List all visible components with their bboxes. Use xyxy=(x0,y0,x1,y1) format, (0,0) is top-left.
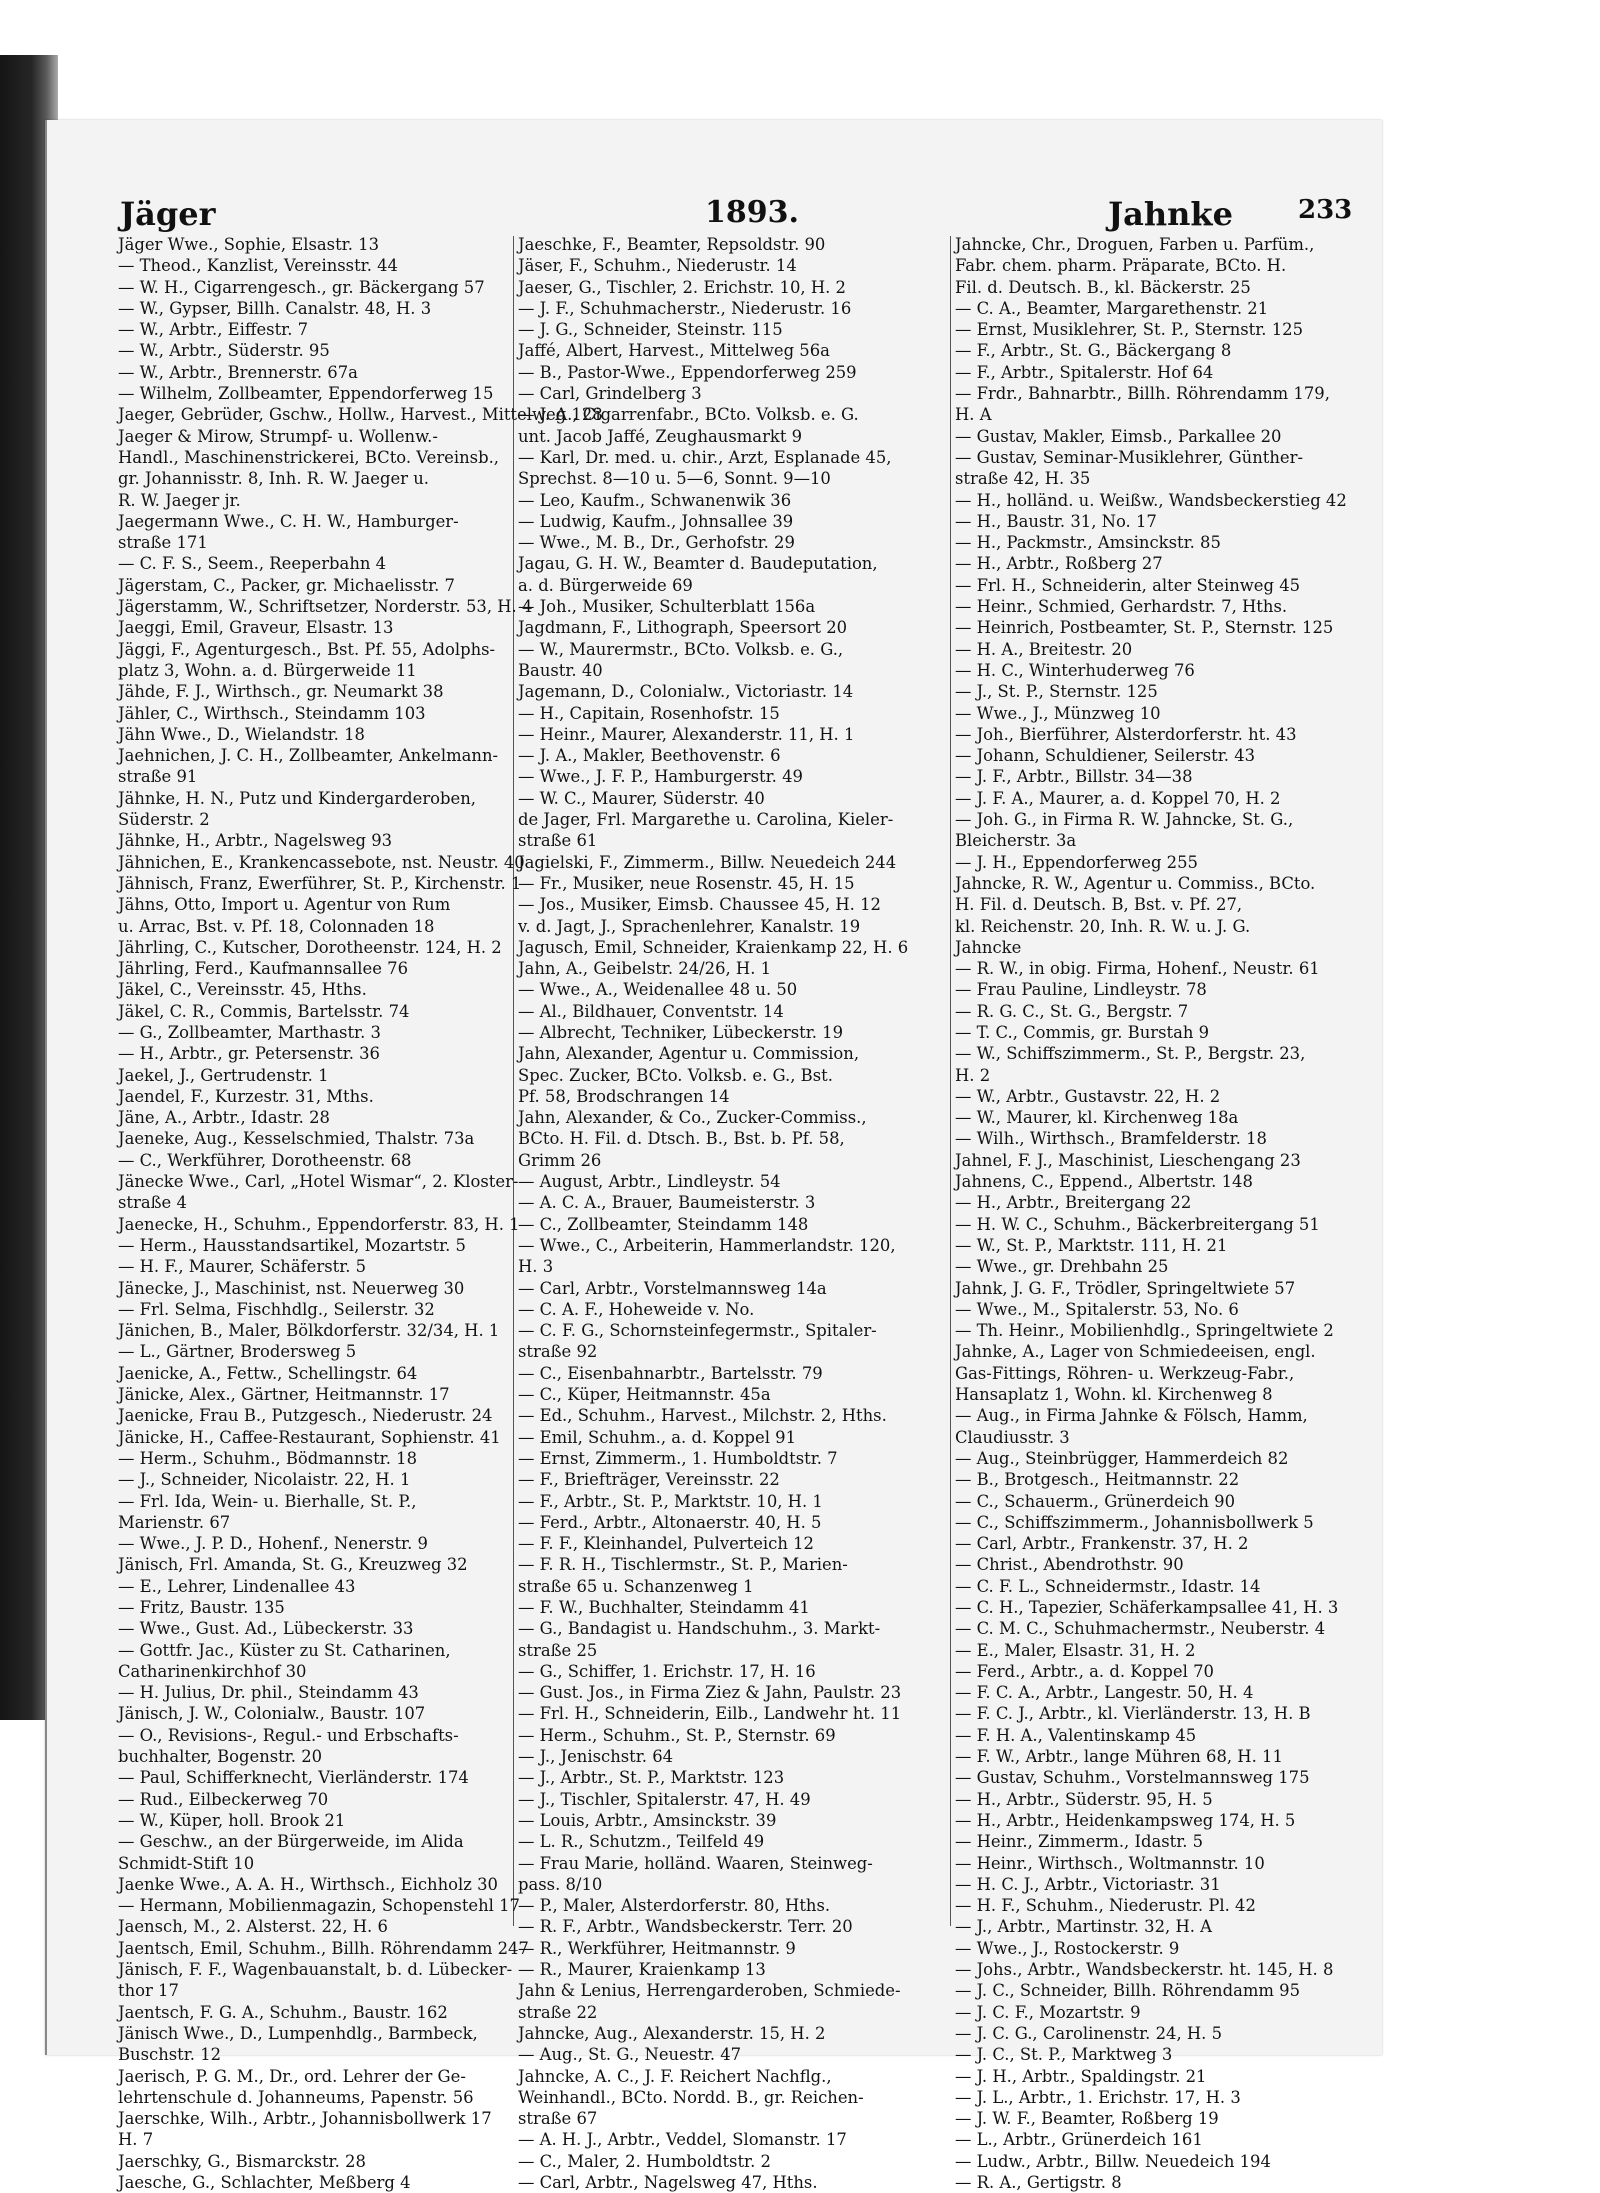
directory-entry-line: — Ernst, Zimmerm., 1. Humboldtstr. 7 xyxy=(518,1448,838,1468)
directory-entry-line: — Frl. Selma, Fischhdlg., Seilerstr. 32 xyxy=(118,1299,435,1319)
directory-entry-line: — H., Arbtr., Süderstr. 95, H. 5 xyxy=(955,1789,1213,1809)
directory-entry-line: — Emil, Schuhm., a. d. Koppel 91 xyxy=(518,1427,797,1447)
directory-entry-line: Jänicke, H., Caffee-Restaurant, Sophienstr. 41 xyxy=(118,1427,501,1447)
directory-entry-line: Jaenecke, H., Schuhm., Eppendorferstr. 83, H. 1 xyxy=(118,1214,520,1234)
directory-entry-line: Pf. 58, Brodschrangen 14 xyxy=(518,1086,730,1106)
directory-entry-line: Jähde, F. J., Wirthsch., gr. Neumarkt 38 xyxy=(118,682,444,702)
column-divider xyxy=(950,236,951,1926)
directory-entry-line: — Ed., Schuhm., Harvest., Milchstr. 2, Hths. xyxy=(518,1406,887,1426)
directory-entry-line: — C. M. C., Schuhmachermstr., Neuberstr. 4 xyxy=(955,1619,1326,1639)
directory-entry-line: Bleicherstr. 3a xyxy=(955,831,1077,851)
directory-entry-line: — H., Arbtr., Heidenkampsweg 174, H. 5 xyxy=(955,1810,1296,1830)
directory-entry-line: — C., Schauerm., Grünerdeich 90 xyxy=(955,1491,1236,1511)
directory-entry-line: — A. C. A., Brauer, Baumeisterstr. 3 xyxy=(518,1193,816,1213)
directory-entry-line: straße 171 xyxy=(118,533,208,553)
directory-entry-line: Marienstr. 67 xyxy=(118,1512,231,1532)
directory-entry-line: Jänichen, B., Maler, Bölkdorferstr. 32/34, H. 1 xyxy=(118,1321,500,1341)
directory-entry-line: — Th. Heinr., Mobilienhdlg., Springeltwiete 2 xyxy=(955,1321,1334,1341)
directory-entry-line: Jahnel, F. J., Maschinist, Lieschengang 23 xyxy=(955,1150,1301,1170)
directory-entry-line: — C., Maler, 2. Humboldtstr. 2 xyxy=(518,2151,771,2171)
directory-entry-line: — Al., Bildhauer, Conventstr. 14 xyxy=(518,1001,784,1021)
directory-entry-line: — Joh., Musiker, Schulterblatt 156a xyxy=(518,597,816,617)
directory-entry-line: — W., Arbtr., Gustavstr. 22, H. 2 xyxy=(955,1086,1221,1106)
directory-entry-line: — F. C. J., Arbtr., kl. Vierländerstr. 13, H. B xyxy=(955,1704,1311,1724)
directory-entry-line: — C., Schiffszimmerm., Johannisbollwerk 5 xyxy=(955,1512,1314,1532)
directory-entry-line: — J., Schneider, Nicolaistr. 22, H. 1 xyxy=(118,1470,411,1490)
directory-entry-line: Jahnke, A., Lager von Schmiedeeisen, engl. xyxy=(955,1342,1316,1362)
directory-entry-line: Jäkel, C., Vereinsstr. 45, Hths. xyxy=(118,980,367,1000)
directory-entry-line: — J., Tischler, Spitalerstr. 47, H. 49 xyxy=(518,1789,811,1809)
directory-entry-line: — G., Schiffer, 1. Erichstr. 17, H. 16 xyxy=(518,1661,816,1681)
directory-entry-line: — P., Maler, Alsterdorferstr. 80, Hths. xyxy=(518,1896,831,1916)
directory-entry-line: — Herm., Schuhm., St. P., Sternstr. 69 xyxy=(518,1725,836,1745)
directory-entry-line: — August, Arbtr., Lindleystr. 54 xyxy=(518,1172,781,1192)
directory-entry-line: Jaenke Wwe., A. A. H., Wirthsch., Eichholz 30 xyxy=(118,1874,498,1894)
directory-entry-line: — Wilhelm, Zollbeamter, Eppendorferweg 15 xyxy=(118,384,494,404)
directory-entry-line: — J., Arbtr., Martinstr. 32, H. A xyxy=(955,1917,1212,1937)
directory-entry-line: — Frdr., Bahnarbtr., Billh. Röhrendamm 179, xyxy=(955,384,1330,404)
directory-entry-line: Jägerstamm, W., Schriftsetzer, Norderstr. 53, H. 4 xyxy=(118,597,533,617)
directory-entry-line: Jähnke, H. N., Putz und Kindergarderoben, xyxy=(118,788,477,808)
directory-entry-line: — Gustav, Seminar-Musiklehrer, Günther- xyxy=(955,447,1304,467)
directory-entry-line: — W., Maurermstr., BCto. Volksb. e. G., xyxy=(518,639,844,659)
directory-entry-line: — F., Arbtr., St. G., Bäckergang 8 xyxy=(955,341,1232,361)
directory-entry-line: Fil. d. Deutsch. B., kl. Bäckerstr. 25 xyxy=(955,277,1251,297)
directory-entry-line: — Frl. H., Schneiderin, alter Steinweg 45 xyxy=(955,575,1301,595)
directory-entry-line: — Carl, Arbtr., Frankenstr. 37, H. 2 xyxy=(955,1534,1249,1554)
directory-entry-line: Jaerschke, Wilh., Arbtr., Johannisbollwerk 17 xyxy=(118,2109,492,2129)
directory-entry-line: H. 2 xyxy=(955,1065,991,1085)
directory-entry-line: — H. F., Maurer, Schäferstr. 5 xyxy=(118,1257,367,1277)
directory-entry-line: — Carl, Arbtr., Nagelsweg 47, Hths. xyxy=(518,2173,818,2193)
directory-entry-line: pass. 8/10 xyxy=(518,1874,603,1894)
directory-entry-line: Jänecke, J., Maschinist, nst. Neuerweg 30 xyxy=(118,1278,465,1298)
directory-entry-line: — C. F. G., Schornsteinfegermstr., Spitaler- xyxy=(518,1321,877,1341)
directory-entry-line: H. Fil. d. Deutsch. B, Bst. v. Pf. 27, xyxy=(955,895,1243,915)
directory-entry-line: — Joh., Bierführer, Alsterdorferstr. ht. 43 xyxy=(955,724,1297,744)
page-number: 233 xyxy=(1298,195,1353,225)
directory-entry-line: Jahncke, R. W., Agentur u. Commiss., BCto. xyxy=(955,873,1316,893)
directory-entry-line: v. d. Jagt, J., Sprachenlehrer, Kanalstr. 19 xyxy=(518,916,861,936)
directory-entry-line: Jaeschke, F., Beamter, Repsoldstr. 90 xyxy=(518,235,826,254)
directory-entry-line: — H., Arbtr., Roßberg 27 xyxy=(955,554,1163,574)
directory-entry-line: — H. F., Schuhm., Niederustr. Pl. 42 xyxy=(955,1896,1256,1916)
header-right-keyword: Jahnke xyxy=(1108,195,1233,233)
directory-entry-line: Jäkel, C. R., Commis, Bartelsstr. 74 xyxy=(118,1001,410,1021)
directory-entry-line: — Joh. G., in Firma R. W. Jahncke, St. G., xyxy=(955,810,1294,830)
directory-entry-line: Jäggi, F., Agenturgesch., Bst. Pf. 55, Adolphs- xyxy=(118,639,496,659)
directory-entry-line: thor 17 xyxy=(118,1981,179,2001)
directory-entry-line: — R. W., in obig. Firma, Hohenf., Neustr. 61 xyxy=(955,959,1320,979)
directory-entry-line: Jähnichen, E., Krankencassebote, nst. Neustr. 40 xyxy=(118,852,525,872)
directory-entry-line: — Wwe., J. P. D., Hohenf., Nenerstr. 9 xyxy=(118,1534,428,1554)
directory-entry-line: Jänecke Wwe., Carl, „Hotel Wismar“, 2. Kloster- xyxy=(118,1172,519,1192)
directory-entry-line: — B., Pastor-Wwe., Eppendorferweg 259 xyxy=(518,362,857,382)
directory-entry-line: — Heinr., Wirthsch., Woltmannstr. 10 xyxy=(955,1853,1265,1873)
directory-entry-line: — R. F., Arbtr., Wandsbeckerstr. Terr. 20 xyxy=(518,1917,853,1937)
directory-entry-line: Süderstr. 2 xyxy=(118,810,210,830)
directory-entry-line: — Gustav, Schuhm., Vorstelmannsweg 175 xyxy=(955,1768,1310,1788)
directory-entry-line: Jahncke, Chr., Droguen, Farben u. Parfüm., xyxy=(955,235,1315,254)
directory-entry-line: Jaehnichen, J. C. H., Zollbeamter, Ankelmann- xyxy=(118,746,499,766)
directory-entry-line: Jagielski, F., Zimmerm., Billw. Neuedeich 244 xyxy=(518,852,897,872)
directory-entry-line: — Heinr., Zimmerm., Idastr. 5 xyxy=(955,1832,1204,1852)
directory-entry-line: straße 92 xyxy=(518,1342,598,1362)
directory-entry-line: a. d. Bürgerweide 69 xyxy=(518,575,693,595)
directory-entry-line: Buschstr. 12 xyxy=(118,2045,222,2065)
directory-entry-line: Jaensch, M., 2. Alsterst. 22, H. 6 xyxy=(118,1917,388,1937)
directory-entry-line: — Heinr., Maurer, Alexanderstr. 11, H. 1 xyxy=(518,724,855,744)
directory-entry-line: Jahncke, A. C., J. F. Reichert Nachflg., xyxy=(518,2066,832,2086)
directory-entry-line: Grimm 26 xyxy=(518,1150,602,1170)
directory-entry-line: — C., Zollbeamter, Steindamm 148 xyxy=(518,1214,809,1234)
directory-entry-line: — Gottfr. Jac., Küster zu St. Catharinen, xyxy=(118,1640,451,1660)
directory-entry-line: u. Arrac, Bst. v. Pf. 18, Colonnaden 18 xyxy=(118,916,435,936)
directory-entry-line: — Fr., Musiker, neue Rosenstr. 45, H. 15 xyxy=(518,873,855,893)
directory-entry-line: Jaesche, G., Schlachter, Meßberg 4 xyxy=(118,2173,411,2193)
directory-entry-line: Hansaplatz 1, Wohn. kl. Kirchenweg 8 xyxy=(955,1385,1273,1405)
directory-entry-line: — Rud., Eilbeckerweg 70 xyxy=(118,1789,329,1809)
directory-entry-line: — W., Gypser, Billh. Canalstr. 48, H. 3 xyxy=(118,298,432,318)
directory-entry-line: — L., Arbtr., Grünerdeich 161 xyxy=(955,2130,1203,2150)
directory-entry-line: Jagemann, D., Colonialw., Victoriastr. 14 xyxy=(518,682,854,702)
directory-entry-line: — Wwe., J., Rostockerstr. 9 xyxy=(955,1938,1180,1958)
directory-entry-line: — J. H., Arbtr., Spaldingstr. 21 xyxy=(955,2066,1207,2086)
directory-entry-line: — Frau Pauline, Lindleystr. 78 xyxy=(955,980,1207,1000)
directory-entry-line: Jahnens, C., Eppend., Albertstr. 148 xyxy=(955,1172,1253,1192)
directory-entry-line: Jänisch, Frl. Amanda, St. G., Kreuzweg 32 xyxy=(118,1555,468,1575)
directory-entry-line: Jägerstam, C., Packer, gr. Michaelisstr. 7 xyxy=(118,575,455,595)
directory-entry-line: Jähn Wwe., D., Wielandstr. 18 xyxy=(118,724,365,744)
directory-entry-line: — O., Revisions-, Regul.- und Erbschafts- xyxy=(118,1725,459,1745)
directory-entry-line: — W., Arbtr., Brennerstr. 67a xyxy=(118,362,358,382)
directory-entry-line: — C., Küper, Heitmannstr. 45a xyxy=(518,1385,771,1405)
directory-entry-line: — W., Schiffszimmerm., St. P., Bergstr. 23, xyxy=(955,1044,1306,1064)
directory-entry-line: — C. H., Tapezier, Schäferkampsallee 41, H. 3 xyxy=(955,1598,1339,1617)
directory-entry-line: — T. C., Commis, gr. Burstah 9 xyxy=(955,1022,1210,1042)
directory-entry-line: straße 91 xyxy=(118,767,198,787)
directory-entry-line: — Louis, Arbtr., Amsinckstr. 39 xyxy=(518,1810,777,1830)
directory-entry-line: — Ferd., Arbtr., Altonaerstr. 40, H. 5 xyxy=(518,1512,822,1532)
directory-entry-line: — Gust. Jos., in Firma Ziez & Jahn, Paulstr. 23 xyxy=(518,1683,902,1703)
directory-entry-line: — J. F. A., Maurer, a. d. Koppel 70, H. 2 xyxy=(955,788,1281,808)
directory-entry-line: Jaerisch, P. G. M., Dr., ord. Lehrer der Ge- xyxy=(118,2066,466,2086)
directory-entry-line: — Wwe., Gust. Ad., Lübeckerstr. 33 xyxy=(118,1619,414,1639)
directory-entry-line: — F., Arbtr., St. P., Marktstr. 10, H. 1 xyxy=(518,1491,823,1511)
directory-entry-line: — Wwe., gr. Drehbahn 25 xyxy=(955,1257,1169,1277)
directory-entry-line: Jähnke, H., Arbtr., Nagelsweg 93 xyxy=(118,831,393,851)
directory-entry-line: — R., Werkführer, Heitmannstr. 9 xyxy=(518,1938,796,1958)
directory-entry-line: — R. A., Gertigstr. 8 xyxy=(955,2173,1122,2193)
directory-entry-line: H. A xyxy=(955,405,992,425)
directory-entry-line: — Aug., Steinbrügger, Hammerdeich 82 xyxy=(955,1448,1289,1468)
directory-entry-line: Jaeser, G., Tischler, 2. Erichstr. 10, H. 2 xyxy=(518,277,846,297)
directory-entry-line: Sprechst. 8—10 u. 5—6, Sonnt. 9—10 xyxy=(518,469,831,489)
directory-entry-line: straße 22 xyxy=(518,2002,598,2022)
directory-entry-line: Jahn, Alexander, & Co., Zucker-Commiss., xyxy=(518,1108,867,1128)
directory-entry-line: Jagdmann, F., Lithograph, Speersort 20 xyxy=(518,618,848,638)
directory-entry-line: — H. A., Breitestr. 20 xyxy=(955,639,1133,659)
directory-entry-line: — H. C., Winterhuderweg 76 xyxy=(955,660,1195,680)
directory-entry-line: — L., Gärtner, Brodersweg 5 xyxy=(118,1342,357,1362)
directory-entry-line: Handl., Maschinenstrickerei, BCto. Vereinsb., xyxy=(118,447,499,467)
directory-entry-line: — C., Eisenbahnarbtr., Bartelsstr. 79 xyxy=(518,1363,823,1383)
directory-entry-line: — C. F. S., Seem., Reeperbahn 4 xyxy=(118,554,387,574)
directory-entry-line: — A. H. J., Arbtr., Veddel, Slomanstr. 17 xyxy=(518,2130,847,2150)
directory-entry-line: — Carl, Grindelberg 3 xyxy=(518,384,702,404)
directory-entry-line: Jähnisch, Franz, Ewerführer, St. P., Kirchenstr. 1 xyxy=(118,873,522,893)
directory-entry-line: — C. F. L., Schneidermstr., Idastr. 14 xyxy=(955,1576,1261,1596)
directory-entry-line: — J. F., Schuhmacherstr., Niederustr. 16 xyxy=(518,298,852,318)
directory-entry-line: straße 42, H. 35 xyxy=(955,469,1091,489)
directory-entry-line: — H., Arbtr., gr. Petersenstr. 36 xyxy=(118,1044,380,1064)
directory-entry-line: — Aug., in Firma Jahnke & Fölsch, Hamm, xyxy=(955,1406,1308,1426)
directory-entry-line: — J. G., Schneider, Steinstr. 115 xyxy=(518,320,783,340)
directory-entry-line: — J., St. P., Sternstr. 125 xyxy=(955,682,1158,702)
directory-entry-line: — F. C. A., Arbtr., Langestr. 50, H. 4 xyxy=(955,1683,1254,1703)
directory-column-3 xyxy=(955,234,1383,2193)
directory-entry-line: — Johs., Arbtr., Wandsbeckerstr. ht. 145, H. 8 xyxy=(955,1960,1334,1980)
directory-entry-line: — Wwe., M. B., Dr., Gerhofstr. 29 xyxy=(518,533,795,553)
directory-entry-line: — Jos., Musiker, Eimsb. Chaussee 45, H. 12 xyxy=(518,895,881,915)
directory-entry-line: — Hermann, Mobilienmagazin, Schopenstehl 17 xyxy=(118,1896,520,1916)
directory-entry-line: Jagau, G. H. W., Beamter d. Baudeputation, xyxy=(518,554,878,574)
directory-entry-line: — J. C., St. P., Marktweg 3 xyxy=(955,2045,1173,2065)
directory-entry-line: — G., Zollbeamter, Marthastr. 3 xyxy=(118,1022,381,1042)
directory-entry-line: Jänisch, J. W., Colonialw., Baustr. 107 xyxy=(118,1704,426,1724)
directory-entry-line: — Johann, Schuldiener, Seilerstr. 43 xyxy=(955,746,1256,766)
directory-entry-line: Jänisch Wwe., D., Lumpenhdlg., Barmbeck, xyxy=(118,2023,478,2043)
directory-entry-line: Jaentsch, Emil, Schuhm., Billh. Röhrendamm 247 xyxy=(118,1938,529,1958)
directory-entry-line: — Frl. H., Schneiderin, Eilb., Landwehr ht. 11 xyxy=(518,1704,902,1724)
directory-entry-line: Jährling, Ferd., Kaufmannsallee 76 xyxy=(118,959,409,979)
directory-entry-line: — Wwe., A., Weidenallee 48 u. 50 xyxy=(518,980,798,1000)
directory-entry-line: Jahncke, Aug., Alexanderstr. 15, H. 2 xyxy=(518,2023,826,2043)
directory-entry-line: — Gustav, Makler, Eimsb., Parkallee 20 xyxy=(955,426,1282,446)
directory-entry-line: — C. A., Beamter, Margarethenstr. 21 xyxy=(955,298,1269,318)
directory-entry-line: Jahn, A., Geibelstr. 24/26, H. 1 xyxy=(518,959,772,979)
directory-entry-line: — W., Küper, holl. Brook 21 xyxy=(118,1810,346,1830)
directory-entry-line: Catharinenkirchhof 30 xyxy=(118,1661,307,1681)
directory-entry-line: H. 7 xyxy=(118,2130,154,2150)
directory-entry-line: — C., Werkführer, Dorotheenstr. 68 xyxy=(118,1150,412,1170)
directory-entry-line: Jährling, C., Kutscher, Dorotheenstr. 124, H. 2 xyxy=(118,937,502,957)
directory-entry-line: — J. L., Arbtr., 1. Erichstr. 17, H. 3 xyxy=(955,2087,1241,2107)
directory-entry-line: Jaeneke, Aug., Kesselschmied, Thalstr. 73a xyxy=(118,1129,475,1149)
directory-entry-line: — J. C., Schneider, Billh. Röhrendamm 95 xyxy=(955,1981,1301,2001)
directory-entry-line: Jahncke xyxy=(955,937,1022,957)
directory-entry-line: — W., Arbtr., Süderstr. 95 xyxy=(118,341,330,361)
directory-entry-line: Jaenicke, A., Fettw., Schellingstr. 64 xyxy=(118,1363,418,1383)
directory-entry-line: — J. A., Cigarrenfabr., BCto. Volksb. e. G. xyxy=(518,405,859,425)
directory-entry-line: Jaenicke, Frau B., Putzgesch., Niederustr. 24 xyxy=(118,1406,493,1426)
directory-entry-line: straße 67 xyxy=(518,2109,598,2129)
directory-entry-line: buchhalter, Bogenstr. 20 xyxy=(118,1747,323,1767)
directory-entry-line: — H., Arbtr., Breitergang 22 xyxy=(955,1193,1192,1213)
directory-entry-line: gr. Johannisstr. 8, Inh. R. W. Jaeger u. xyxy=(118,469,429,489)
directory-entry-line: R. W. Jaeger jr. xyxy=(118,490,241,510)
directory-entry-line: Jahnk, J. G. F., Trödler, Springeltwiete 57 xyxy=(955,1278,1296,1298)
directory-entry-line: Jäne, A., Arbtr., Idastr. 28 xyxy=(118,1108,330,1128)
directory-entry-line: BCto. H. Fil. d. Dtsch. B., Bst. b. Pf. 58, xyxy=(518,1129,845,1149)
directory-entry-line: de Jager, Frl. Margarethe u. Carolina, Kieler- xyxy=(518,810,894,830)
directory-entry-line: — B., Brotgesch., Heitmannstr. 22 xyxy=(955,1470,1240,1490)
directory-entry-line: Jähns, Otto, Import u. Agentur von Rum xyxy=(118,895,451,915)
directory-entry-line: Jagusch, Emil, Schneider, Kraienkamp 22, H. 6 xyxy=(518,937,909,957)
directory-entry-line: Fabr. chem. pharm. Präparate, BCto. H. xyxy=(955,256,1287,276)
directory-entry-line: — F. H. A., Valentinskamp 45 xyxy=(955,1725,1197,1745)
directory-entry-line: — J., Jenischstr. 64 xyxy=(518,1747,674,1767)
directory-entry-line: — Wwe., M., Spitalerstr. 53, No. 6 xyxy=(955,1299,1239,1319)
directory-entry-line: — C. A. F., Hoheweide v. No. xyxy=(518,1299,755,1319)
directory-entry-line: — J. F., Arbtr., Billstr. 34—38 xyxy=(955,767,1193,787)
directory-entry-line: — F. R. H., Tischlermstr., St. P., Marien- xyxy=(518,1555,848,1575)
directory-entry-line: — Karl, Dr. med. u. chir., Arzt, Esplanade 45, xyxy=(518,447,892,467)
directory-entry-line: Jähler, C., Wirthsch., Steindamm 103 xyxy=(118,703,426,723)
directory-entry-line: — W., Maurer, kl. Kirchenweg 18a xyxy=(955,1108,1239,1128)
directory-entry-line: — W., Arbtr., Eiffestr. 7 xyxy=(118,320,309,340)
directory-entry-line: — F., Briefträger, Vereinsstr. 22 xyxy=(518,1470,780,1490)
directory-entry-line: — E., Lehrer, Lindenallee 43 xyxy=(118,1576,356,1596)
directory-entry-line: — Herm., Hausstandsartikel, Mozartstr. 5 xyxy=(118,1235,466,1255)
directory-entry-line: Jaerschky, G., Bismarckstr. 28 xyxy=(118,2151,366,2171)
directory-entry-line: — Frl. Ida, Wein- u. Bierhalle, St. P., xyxy=(118,1491,417,1511)
directory-entry-line: — R., Maurer, Kraienkamp 13 xyxy=(518,1960,766,1980)
directory-entry-line: straße 25 xyxy=(518,1640,598,1660)
directory-entry-line: Jaekel, J., Gertrudenstr. 1 xyxy=(118,1065,329,1085)
directory-entry-line: — H., Baustr. 31, No. 17 xyxy=(955,511,1157,531)
directory-entry-line: Jaeggi, Emil, Graveur, Elsastr. 13 xyxy=(118,618,394,638)
directory-entry-line: Jäger Wwe., Sophie, Elsastr. 13 xyxy=(118,235,379,254)
directory-entry-line: — F. W., Arbtr., lange Mühren 68, H. 11 xyxy=(955,1747,1283,1767)
directory-entry-line: Weinhandl., BCto. Nordd. B., gr. Reichen- xyxy=(518,2087,864,2107)
directory-entry-line: — J. C. G., Carolinenstr. 24, H. 5 xyxy=(955,2023,1223,2043)
directory-entry-line: — Wwe., C., Arbeiterin, Hammerlandstr. 120, xyxy=(518,1235,896,1255)
directory-entry-line: — F. W., Buchhalter, Steindamm 41 xyxy=(518,1598,810,1617)
directory-entry-line: — J. C. F., Mozartstr. 9 xyxy=(955,2002,1141,2022)
directory-entry-line: — L. R., Schutzm., Teilfeld 49 xyxy=(518,1832,765,1852)
directory-entry-line: — Ludw., Arbtr., Billw. Neuedeich 194 xyxy=(955,2151,1271,2171)
directory-entry-line: straße 65 u. Schanzenweg 1 xyxy=(518,1576,754,1596)
directory-entry-line: — R. G. C., St. G., Bergstr. 7 xyxy=(955,1001,1189,1021)
directory-entry-line: Jaentsch, F. G. A., Schuhm., Baustr. 162 xyxy=(118,2002,448,2022)
directory-entry-line: — H. W. C., Schuhm., Bäckerbreitergang 51 xyxy=(955,1214,1320,1234)
directory-entry-line: — H., Capitain, Rosenhofstr. 15 xyxy=(518,703,780,723)
directory-entry-line: — J. A., Makler, Beethovenstr. 6 xyxy=(518,746,781,766)
directory-entry-line: Jahn, Alexander, Agentur u. Commission, xyxy=(518,1044,860,1064)
directory-entry-line: — Leo, Kaufm., Schwanenwik 36 xyxy=(518,490,792,510)
directory-entry-line: Jänicke, Alex., Gärtner, Heitmannstr. 17 xyxy=(118,1385,450,1405)
directory-entry-line: Jaffé, Albert, Harvest., Mittelweg 56a xyxy=(518,341,830,361)
directory-entry-line: Claudiusstr. 3 xyxy=(955,1427,1070,1447)
directory-entry-line: — Wwe., J., Münzweg 10 xyxy=(955,703,1161,723)
directory-entry-line: — Geschw., an der Bürgerweide, im Alida xyxy=(118,1832,464,1852)
directory-entry-line: straße 61 xyxy=(518,831,598,851)
directory-entry-line: — F., Arbtr., Spitalerstr. Hof 64 xyxy=(955,362,1214,382)
directory-entry-line: Jaeger, Gebrüder, Gschw., Hollw., Harvest., Mittelweg 128 xyxy=(118,405,603,425)
directory-entry-line: — E., Maler, Elsastr. 31, H. 2 xyxy=(955,1640,1196,1660)
directory-entry-line: lehrtenschule d. Johanneums, Papenstr. 56 xyxy=(118,2087,474,2107)
directory-entry-line: Jahn & Lenius, Herrengarderoben, Schmiede- xyxy=(518,1981,901,2001)
directory-entry-line: — H., Packmstr., Amsinckstr. 85 xyxy=(955,533,1221,553)
directory-entry-line: — Albrecht, Techniker, Lübeckerstr. 19 xyxy=(518,1022,844,1042)
directory-entry-line: — Fritz, Baustr. 135 xyxy=(118,1598,285,1617)
directory-entry-line: — J. W. F., Beamter, Roßberg 19 xyxy=(955,2109,1219,2129)
directory-entry-line: Jaeger & Mirow, Strumpf- u. Wollenw.- xyxy=(118,426,438,446)
directory-entry-line: — J. H., Eppendorferweg 255 xyxy=(955,852,1198,872)
directory-entry-line: Jaendel, F., Kurzestr. 31, Mths. xyxy=(118,1086,374,1106)
directory-entry-line: — Heinr., Schmied, Gerhardstr. 7, Hths. xyxy=(955,597,1288,617)
directory-entry-line: Spec. Zucker, BCto. Volksb. e. G., Bst. xyxy=(518,1065,833,1085)
directory-entry-line: — Ernst, Musiklehrer, St. P., Sternstr. 125 xyxy=(955,320,1304,340)
directory-entry-line: — H., holländ. u. Weißw., Wandsbeckerstieg 42 xyxy=(955,490,1347,510)
directory-entry-line: — Theod., Kanzlist, Vereinsstr. 44 xyxy=(118,256,398,276)
directory-entry-line: — Carl, Arbtr., Vorstelmannsweg 14a xyxy=(518,1278,827,1298)
directory-entry-line: — H. Julius, Dr. phil., Steindamm 43 xyxy=(118,1683,419,1703)
directory-column-2 xyxy=(518,234,946,2193)
directory-entry-line: kl. Reichenstr. 20, Inh. R. W. u. J. G. xyxy=(955,916,1251,936)
directory-entry-line: — W. H., Cigarrengesch., gr. Bäckergang 57 xyxy=(118,277,485,297)
directory-entry-line: — Frau Marie, holländ. Waaren, Steinweg- xyxy=(518,1853,873,1873)
directory-entry-line: — Wwe., J. F. P., Hamburgerstr. 49 xyxy=(518,767,803,787)
directory-entry-line: — Christ., Abendrothstr. 90 xyxy=(955,1555,1184,1575)
directory-entry-line: Jäser, F., Schuhm., Niederustr. 14 xyxy=(518,256,797,276)
directory-entry-line: — F. F., Kleinhandel, Pulverteich 12 xyxy=(518,1534,814,1554)
header-left-keyword: Jäger xyxy=(120,195,216,233)
directory-entry-line: Jaegermann Wwe., C. H. W., Hamburger- xyxy=(118,511,459,531)
directory-entry-line: — W., St. P., Marktstr. 111, H. 21 xyxy=(955,1235,1228,1255)
directory-entry-line: — Ferd., Arbtr., a. d. Koppel 70 xyxy=(955,1661,1214,1681)
directory-entry-line: — Heinrich, Postbeamter, St. P., Sternstr. 125 xyxy=(955,618,1334,638)
directory-entry-line: — Ludwig, Kaufm., Johnsallee 39 xyxy=(518,511,794,531)
directory-entry-line: Gas-Fittings, Röhren- u. Werkzeug-Fabr., xyxy=(955,1363,1295,1383)
directory-entry-line: Baustr. 40 xyxy=(518,660,603,680)
directory-entry-line: — Paul, Schifferknecht, Vierländerstr. 174 xyxy=(118,1768,469,1788)
directory-entry-line: Jänisch, F. F., Wagenbauanstalt, b. d. Lübecker- xyxy=(118,1960,513,1980)
directory-entry-line: H. 3 xyxy=(518,1257,554,1277)
directory-entry-line: Schmidt-Stift 10 xyxy=(118,1853,255,1873)
directory-entry-line: — Herm., Schuhm., Bödmannstr. 18 xyxy=(118,1448,417,1468)
directory-entry-line: platz 3, Wohn. a. d. Bürgerweide 11 xyxy=(118,660,417,680)
header-year: 1893. xyxy=(705,195,799,230)
directory-entry-line: — Wilh., Wirthsch., Bramfelderstr. 18 xyxy=(955,1129,1267,1149)
directory-entry-line: — W. C., Maurer, Süderstr. 40 xyxy=(518,788,765,808)
directory-entry-line: — H. C. J., Arbtr., Victoriastr. 31 xyxy=(955,1874,1221,1894)
directory-entry-line: — J., Arbtr., St. P., Marktstr. 123 xyxy=(518,1768,785,1788)
directory-entry-line: straße 4 xyxy=(118,1193,187,1213)
directory-entry-line: unt. Jacob Jaffé, Zeughausmarkt 9 xyxy=(518,426,803,446)
directory-entry-line: — G., Bandagist u. Handschuhm., 3. Markt- xyxy=(518,1619,881,1639)
directory-entry-line: — Aug., St. G., Neuestr. 47 xyxy=(518,2045,742,2065)
